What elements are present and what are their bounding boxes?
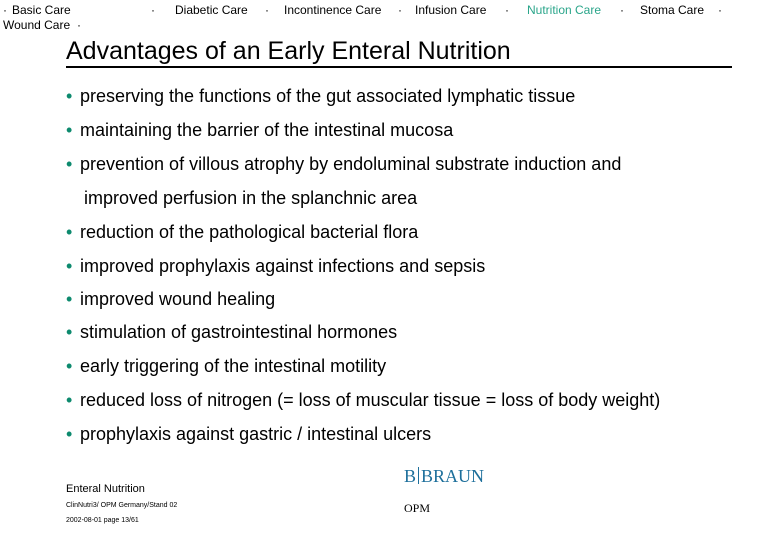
logo-divider <box>418 467 419 484</box>
bullet-icon: • <box>66 356 73 376</box>
list-item <box>66 86 575 107</box>
bullet-icon: • <box>66 222 73 242</box>
list-item-text: stimulation of gastrointestinal hormones <box>80 322 398 342</box>
list-item-text: prophylaxis against gastric / intestinal ulcers <box>80 424 432 444</box>
bullet-icon: • <box>66 120 73 140</box>
bullet-icon: • <box>66 390 73 410</box>
list-item-text: early triggering of the intestinal motility <box>80 356 387 376</box>
list-item <box>66 222 418 243</box>
list-item <box>66 154 621 175</box>
list-item <box>66 356 386 377</box>
nav-item-incontinence-care[interactable]: Incontinence Care <box>284 3 382 17</box>
bbraun-logo <box>404 466 484 487</box>
list-item <box>66 120 453 141</box>
nav-item-basic-care[interactable]: Basic Care <box>12 3 71 17</box>
list-item <box>66 256 485 277</box>
logo-letter-b: B <box>404 466 417 486</box>
nav-item-stoma-care[interactable]: Stoma Care <box>640 3 705 17</box>
list-item-text: improved prophylaxis against infections and sepsis <box>80 256 486 276</box>
list-item-text: improved wound healing <box>80 289 276 309</box>
list-item-text: preserving the functions of the gut associated lymphatic tissue <box>80 86 576 106</box>
bullet-icon: • <box>66 256 73 276</box>
nav-separator: · <box>620 3 624 17</box>
nav-item-infusion-care[interactable]: Infusion Care <box>415 3 487 17</box>
bullet-icon: • <box>66 289 73 309</box>
list-item-text: maintaining the barrier of the intestinal mucosa <box>80 120 454 140</box>
nav-separator: · <box>265 3 269 17</box>
top-nav <box>3 3 773 33</box>
footer-reference: ClinNutri3/ OPM Germany/Stand 02 <box>66 502 178 509</box>
nav-separator: · <box>3 3 7 17</box>
list-item <box>66 322 397 343</box>
list-item <box>66 289 275 310</box>
slide-title: Advantages of an Early Enteral Nutrition <box>66 36 732 68</box>
division-label: OPM <box>404 501 431 515</box>
nav-separator: · <box>398 3 402 17</box>
bullet-icon: • <box>66 154 73 174</box>
footer-date-page: 2002-08-01 page 13/61 <box>66 517 139 524</box>
nav-separator: · <box>77 18 81 32</box>
list-item-continuation: improved perfusion in the splanchnic area <box>84 188 418 208</box>
bullet-icon: • <box>66 424 73 444</box>
nav-item-nutrition-care[interactable]: Nutrition Care <box>527 3 602 17</box>
list-item-text: prevention of villous atrophy by endoluminal substrate induction and <box>80 154 622 174</box>
nav-separator: · <box>505 3 509 17</box>
nav-separator: · <box>151 3 155 17</box>
nav-separator: · <box>718 3 722 17</box>
nav-item-wound-care[interactable]: Wound Care <box>3 18 71 32</box>
list-item-text: reduced loss of nitrogen (= loss of muscular tissue = loss of body weight) <box>80 390 661 410</box>
list-item <box>66 390 660 411</box>
bullet-icon: • <box>66 322 73 342</box>
bullet-icon: • <box>66 86 73 106</box>
list-item-text: reduction of the pathological bacterial flora <box>80 222 419 242</box>
footer-section-label: Enteral Nutrition <box>66 483 145 495</box>
nav-item-diabetic-care[interactable]: Diabetic Care <box>175 3 248 17</box>
list-item <box>66 424 431 445</box>
logo-wordmark: BRAUN <box>421 466 485 486</box>
